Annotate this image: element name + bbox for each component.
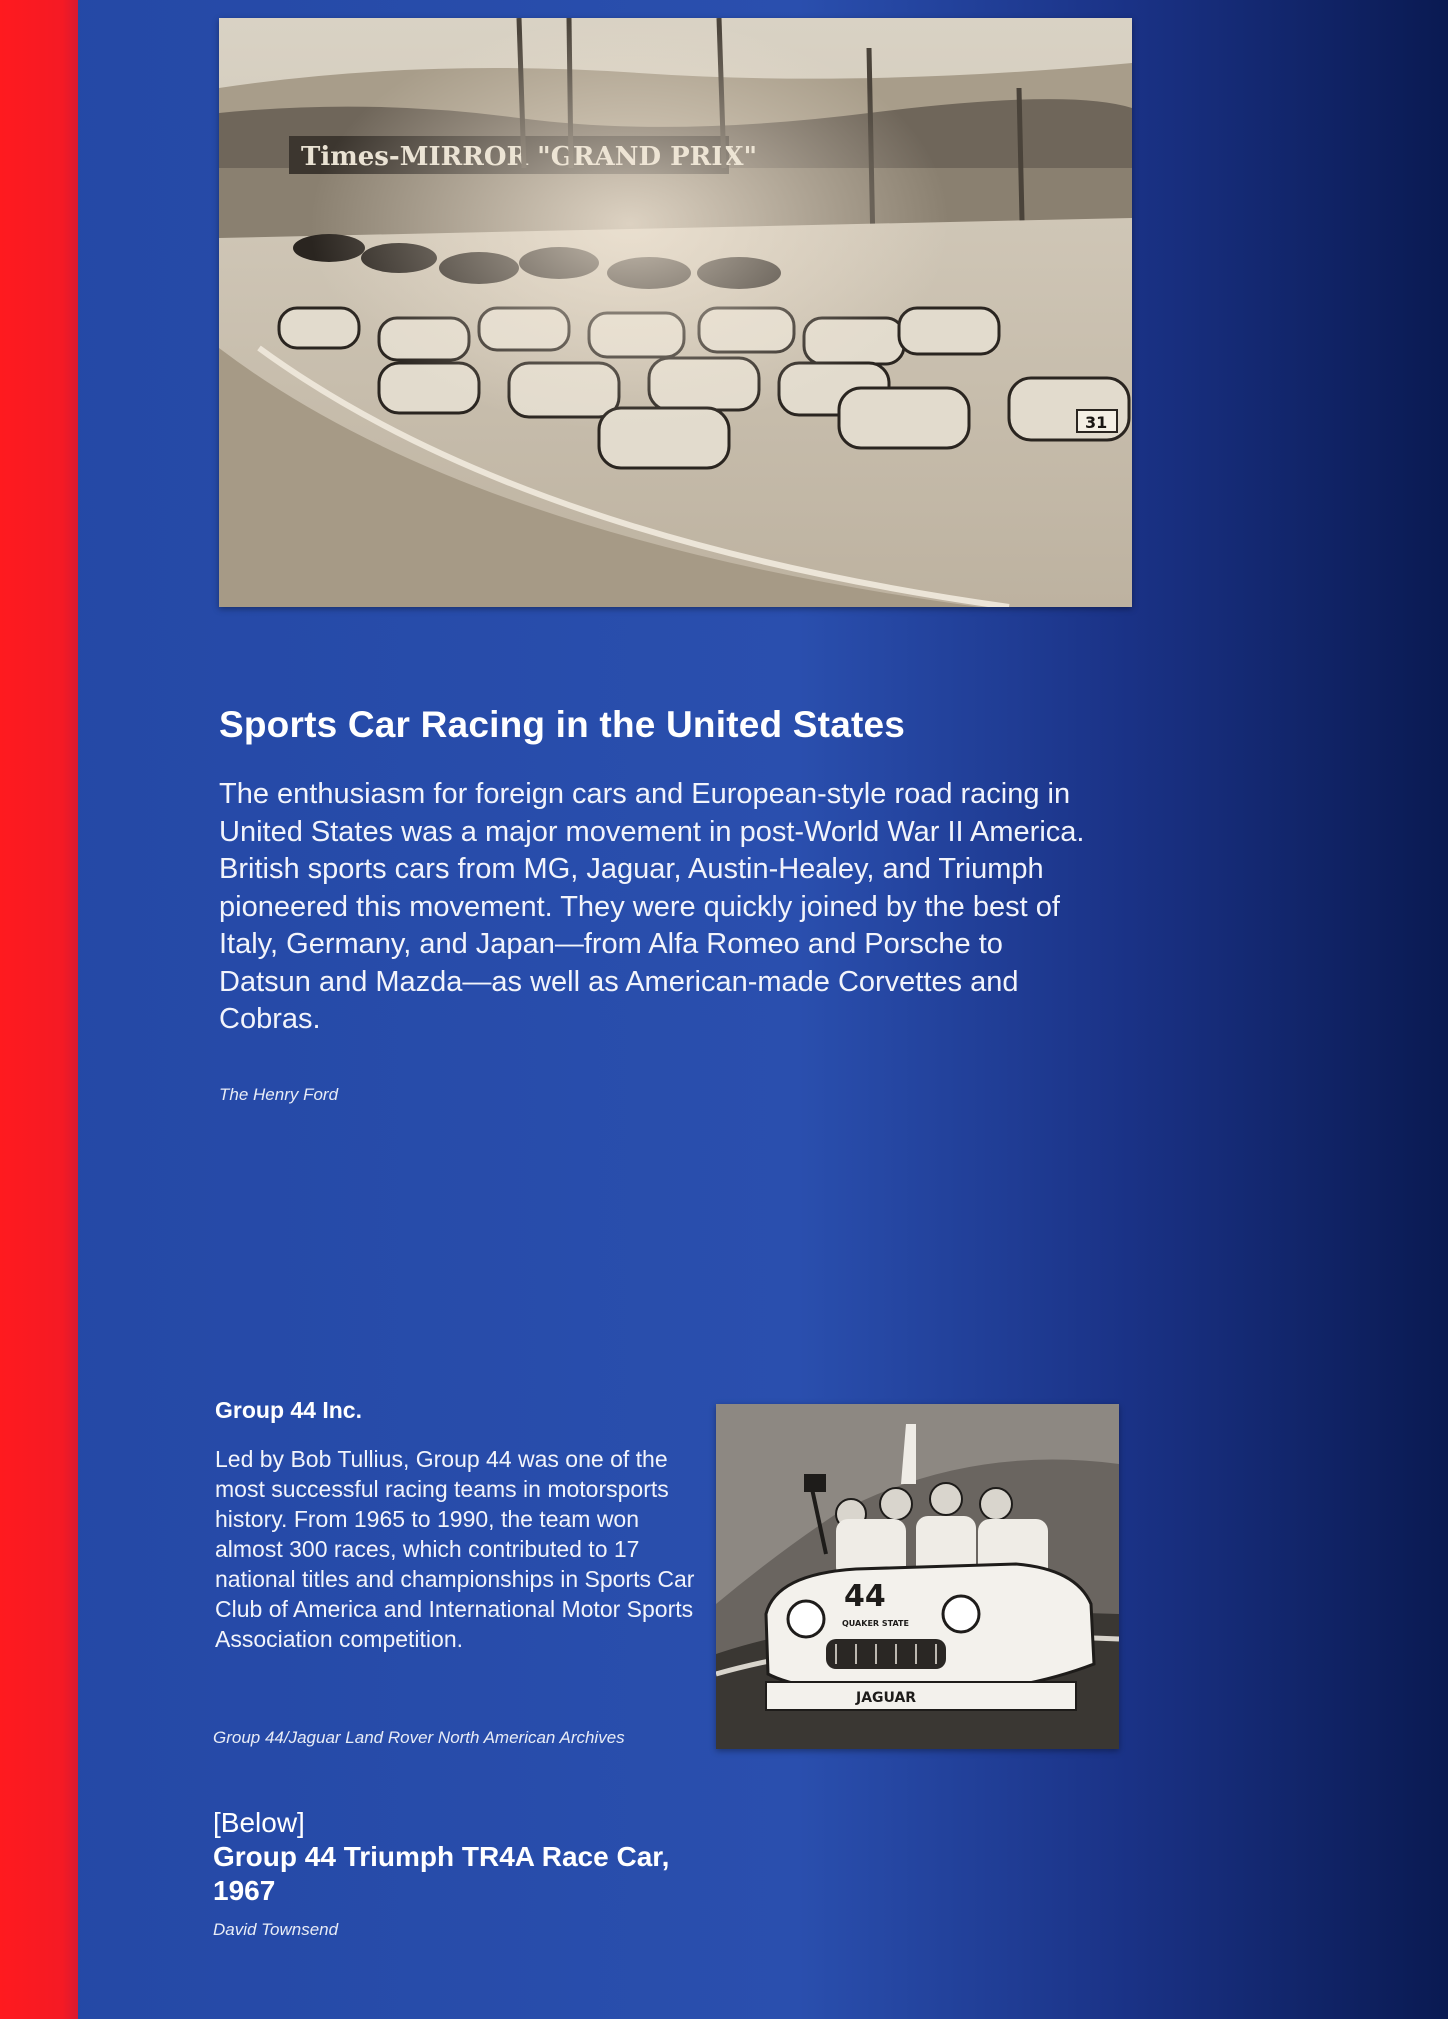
below-title: Group 44 Triumph TR4A Race Car, 1967: [213, 1841, 670, 1906]
group44-title: Group 44 Inc.: [215, 1397, 362, 1423]
photo-credit-david-townsend: David Townsend: [213, 1920, 339, 1939]
group44-paragraph: Led by Bob Tullius, Group 44 was one of the most successful racing teams in motorsports history. From 1965 to 1990, the team won almost 300 races, which contributed to 17 national titles and championships in Sports Car Club of America and International Motor Sports Association competition.: [215, 1446, 695, 1652]
car-number-44: 44: [844, 1579, 886, 1614]
red-edge-strip: [0, 0, 78, 2019]
group44-jaguar-photo: [716, 1404, 1119, 1749]
article-paragraph: The enthusiasm for foreign cars and European-style road racing in United States was a major movement in post-World War II America. British sports cars from MG, Jaguar, Austin-Healey, and Triumph pioneered this movement. They were quickly joined by the best of Italy, Germany, and Japan—from Alfa Romeo and Porsche to Datsun and Mazda—as well as American-made Corvettes and Cobras.: [219, 778, 1085, 1035]
photo-credit-henry-ford: The Henry Ford: [219, 1085, 339, 1104]
quaker-state-decal: QUAKER STATE: [842, 1619, 909, 1628]
photo-credit-group44: Group 44/Jaguar Land Rover North American Archives: [213, 1728, 625, 1747]
grand-prix-race-start-photo: [219, 18, 1132, 607]
jaguar-decal: JAGUAR: [856, 1690, 917, 1706]
article-title: Sports Car Racing in the United States: [219, 704, 906, 745]
below-label: [Below]: [213, 1807, 305, 1838]
